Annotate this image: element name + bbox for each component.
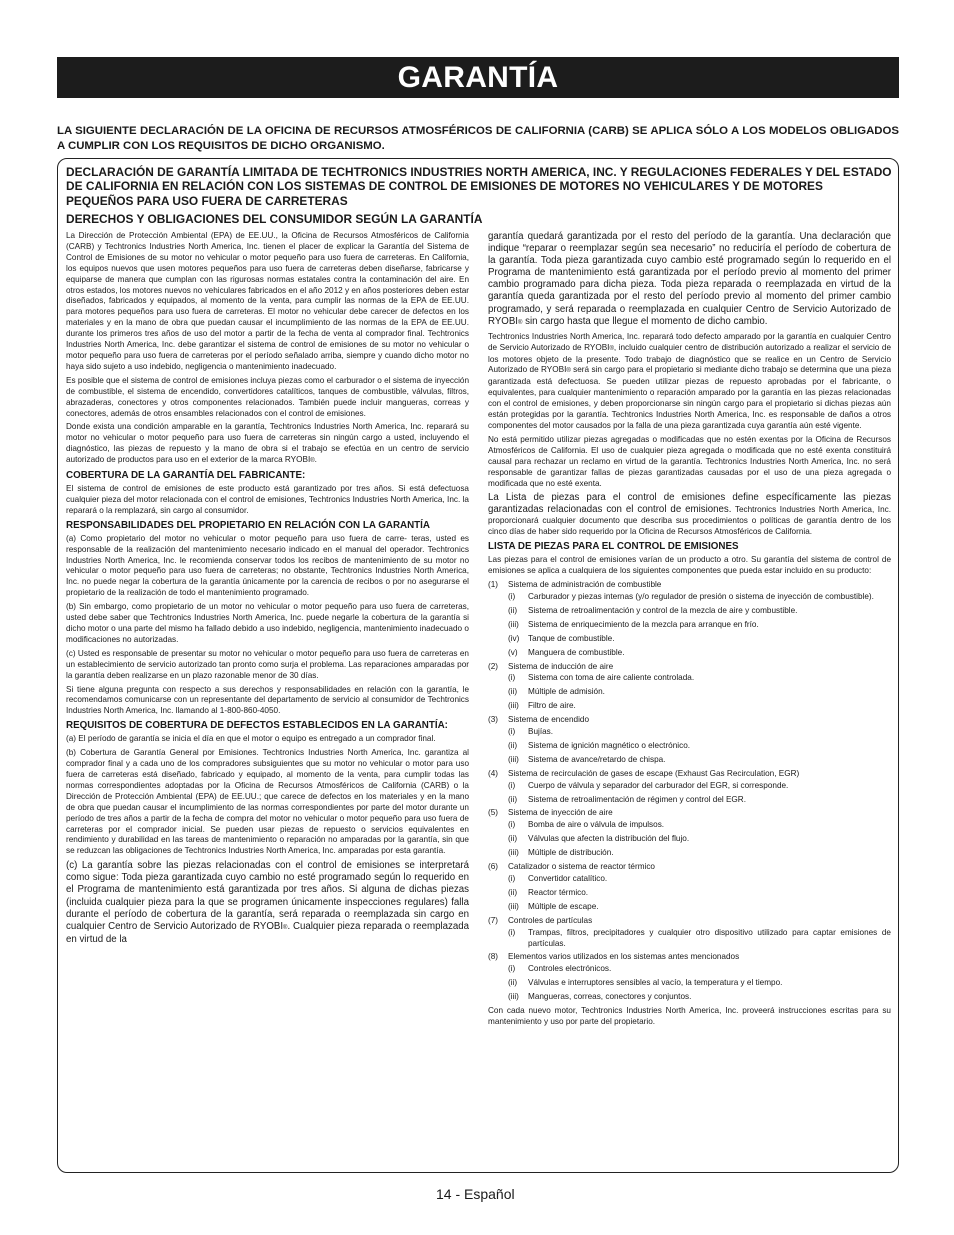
list-item: (iii) Mangueras, correas, conectores y conjuntos.	[508, 992, 692, 1002]
list-item: (iv) Tanque de combustible.	[508, 633, 615, 643]
list-item: (ii) Sistema de ignición magnético o electrónico.	[508, 740, 691, 750]
category-label: (7) Controles de partículas	[488, 915, 593, 925]
category-label: (6) Catalizador o sistema de reactor térmico	[488, 862, 655, 872]
list-item: (ii) Válvulas que afecten la distribución del flujo.	[508, 834, 690, 844]
list-item: (i) Bujías.	[508, 727, 554, 737]
emission-parts-list	[488, 580, 891, 1003]
paragraph: Las piezas para el control de emisiones varían de un producto a otro. Su garantía del sistema de control de emisiones se aplica a cualquiera de los siguientes componentes que pueda estar incluido en su producto:	[488, 555, 891, 576]
paragraph: Con cada nuevo motor, Techtronics Industries North America, Inc. proveerá instrucciones escritas para su mantenimiento y uso por parte del propietario.	[488, 1006, 891, 1026]
list-item: (ii) Reactor térmico.	[508, 887, 589, 897]
list-item: (ii) Válvulas e interruptores sensibles al vacío, la temperatura y el tiempo.	[508, 978, 783, 988]
list-item: (i) Sistema con toma de aire caliente controlada.	[508, 673, 695, 683]
list-item: (iii) Múltiple de escape.	[508, 901, 599, 911]
page-title: GARANTÍA	[57, 57, 899, 98]
parts-category	[488, 952, 891, 1003]
paragraph: (c) La garantía sobre las piezas relacionadas con el control de emisiones se interpretará como sigue: Toda pieza garantizada cuyo cambio no esté programado según lo requerido en el Programa de mantenimiento está garantizada por tres años. Si alguna de dichas piezas (incluida cualquier pieza para la que se programen únicamente inspecciones regulares) falla durante el período de cobertura de la garantía, será reparada o reemplazada sin cargo en cualquier Centro de Servicio Autorizado de RYOBI®. Cualquier pieza reparada o reemplazada en virtud de la	[66, 860, 469, 945]
paragraph: (b) Sin embargo, como propietario de un motor no vehicular o motor pequeño para uso fuera de carreteras, usted debe saber que Techtronics Industries North America, Inc. puede negarle la cobertura de la garantía si dicho motor o una parte del mismo ha fallado debido a uso indebido, negligencia, mantenimiento inadecuado o modificaciones no autorizadas.	[66, 602, 469, 644]
parts-category	[488, 862, 891, 913]
list-item: (v) Manguera de combustible.	[508, 647, 625, 657]
paragraph: (b) Cobertura de Garantía General por Emisiones. Techtronics Industries North America, Inc. garantiza al comprador final y a cada uno de los compradores subsiguientes que su motor no vehicular o motor para uso fuera de carreteras está diseñado, fabricado y equipado, al momento de la venta, para cumplir todas las normas correspondientes adoptadas por la Oficina de Recursos Atmosféricos de California (CARB) o la Dirección de Protección Ambiental (EPA) de EE.UU.; que carece de defectos en los materiales y en la mano de obra que puedan causar el incumplimiento de las normas correspondientes por parte del motor durante un período de tres años a partir de la fecha de compra del motor no vehicular o motor pequeño para uso fuera de carreteras por el comprador inicial. Se pueden usar piezas de repuesto o servicios equivalentes en rendimiento y durabilidad en las tareas de mantenimiento o reparación no amparadas por la garantía, sin que se reduzcan las obligaciones de Techtronics Industries North America, Inc. amparadas por esta garantía.	[66, 748, 469, 856]
category-label: (2) Sistema de inducción de aire	[488, 661, 614, 671]
paragraph: La Lista de piezas para el control de emisiones define específicamente las piezas garantizadas relacionadas con el control de emisiones. Techtronics Industries North America, Inc. proporcionará cualquier documento que describa sus procedimientos o políticas de garantía dentro de los cinco días de haber sido requerido por la Oficina de Recursos Atmosféricos de California.	[488, 492, 891, 537]
section-heading: REQUISITOS DE COBERTURA DE DEFECTOS ESTABLECIDOS EN LA GARANTÍA:	[66, 720, 448, 732]
paragraph: (c) Usted es responsable de presentar su motor no vehicular o motor pequeño para uso fuera de carreteras en un establecimiento de servicio autorizado tan pronto como surja el problema. Las reparaciones amparadas por la garantía deben realizarse en un plazo razonable menor de 30 días.	[66, 648, 469, 680]
list-item: (i) Controles electrónicos.	[508, 964, 612, 974]
paragraph: (a) El período de garantía se inicia el día en que el motor o equipo es entregado a un comprador final.	[66, 734, 436, 744]
paragraph: Es posible que el sistema de control de emisiones incluya piezas como el carburador o el sistema de inyección de combustible, el sistema de encendido, convertidores catalíticos, tanques de combustible, válvulas, filtros, abrazaderas, conectores y otros componentes relacionados. También puede incluir mangueras, correas y conectores, además de otros ensambles relacionados con el control de emisiones.	[66, 375, 469, 418]
right-column	[488, 231, 891, 1166]
paragraph: No está permitido utilizar piezas agregadas o modificadas que no estén exentas por la Oficina de Recursos Atmosféricos de California. El uso de cualquier pieza agregada o modificada que no esté exenta constituirá causal para rechazar un reclamo en virtud de la garantía. Techtronics Industries North America, Inc. no será responsable de garantizar fallas de piezas garantizadas causadas por el uso de una pieza agregada o modificada que no esté exenta.	[488, 434, 891, 488]
list-item: (i) Bomba de aire o válvula de impulsos.	[508, 820, 665, 830]
list-item: (iii) Filtro de aire.	[508, 701, 576, 711]
parts-category	[488, 916, 891, 950]
category-label: (5) Sistema de inyección de aire	[488, 808, 613, 818]
left-column	[66, 231, 469, 1166]
paragraph: La Dirección de Protección Ambiental (EPA) de EE.UU., la Oficina de Recursos Atmosféricos de California (CARB) y Techtronics Industries North America, Inc. tienen el placer de explicar la Garantía del Sistema de Control de Emisiones de su motor no vehicular o motor pequeño para uso fuera de carreteras. En California, los equipos nuevos que usen motores pequeños para uso fuera de carreteras deben diseñarse, fabricarse y equiparse de manera que cumplan con las rigurosas normas estatales contra la contaminación del aire. En otros estados, los motores nuevos no vehiculares fabricados en el año 2012 y en años posteriores deben estar diseñados, fabricados y equipados, al momento de la venta, para cumplir las normas de la EPA de EE.UU. para motores pequeños para uso fuera de carreteras. El motor no vehicular debe carecer de defectos en los materiales y en la mano de obra que puedan causar el incumplimiento de las normas de la EPA de EE.UU. durante los primeros tres años de uso del motor a partir de la fecha de venta al comprador final. Techtronics Industries North America, Inc. debe garantizar el sistema de control de emisiones de su motor no vehicular o motor pequeño para uso fuera de carreteras por el período señalado arriba, siempre y cuando dicho motor no haya sido sujeto a uso indebido, negligencia o mantenimiento inadecuado.	[66, 231, 469, 371]
parts-category	[488, 715, 891, 766]
list-item: (iii) Sistema de avance/retardo de chispa.	[508, 754, 666, 764]
parts-category	[488, 662, 891, 713]
list-item: (iii) Múltiple de distribución.	[508, 848, 614, 858]
parts-category	[488, 808, 891, 859]
paragraph: Si tiene alguna pregunta con respecto a sus derechos y responsabilidades en relación con la garantía, le recomendamos comunicarse con un representante del departamento de servicio al consumidor de Techtronics Industries North America, Inc. llamando al 1-800-860-4050.	[66, 684, 469, 716]
section-heading: RESPONSABILIDADES DEL PROPIETARIO EN RELACIÓN CON LA GARANTÍA	[66, 519, 430, 531]
paragraph: Techtronics Industries North America, Inc. reparará todo defecto amparado por la garantía en cualquier Centro de Servicio Autorizado de RYOBI®, incluido cualquier centro de distribución autorizado a realizar el servicio de los motores objeto de la presente. Todo trabajo de diagnóstico que se realice en un Centro de Servicio Autorizado de RYOBI® será sin cargo para el propietario si mediante dicho trabajo se determina que una pieza garantizada está defectuosa. Se pueden utilizar piezas de repuesto aprobadas por el fabricante, o equivalentes, para cualquier mantenimiento o reparación amparado por la garantía en las piezas relacionadas con el control de emisiones, y deben proporcionarse sin ningún cargo para el propietario si dichas piezas aún están protegidas por la garantía. Techtronics Industries North America, Inc. es responsable de daños a otros componentes del motor causados por la falla de una pieza garantizada cuya garantía aún esté vigente.	[488, 331, 891, 430]
section-heading: COBERTURA DE LA GARANTÍA DEL FABRICANTE:	[66, 470, 306, 482]
warranty-heading: DECLARACIÓN DE GARANTÍA LIMITADA DE TECHTRONICS INDUSTRIES NORTH AMERICA, INC. Y REGULACIONES FEDERALES Y DEL ESTADO DE CALIFORNIA EN RELACIÓN CON LOS SISTEMAS DE CONTROL DE EMISIONES DE MOTORES NO VEHICULARES Y DE MOTORES PEQUEÑOS PARA USO FUERA DE CARRETERAS	[66, 165, 892, 208]
page-footer: 14 - Español	[436, 1186, 515, 1202]
rights-heading: DERECHOS Y OBLIGACIONES DEL CONSUMIDOR SEGÚN LA GARANTÍA	[66, 212, 483, 226]
list-item: (i) Cuerpo de válvula y separador del carburador del EGR, si corresponde.	[508, 780, 789, 790]
category-label: (3) Sistema de encendido	[488, 715, 590, 725]
section-heading: LISTA DE PIEZAS PARA EL CONTROL DE EMISIONES	[488, 541, 739, 553]
category-label: (1) Sistema de administración de combustible	[488, 580, 662, 590]
list-item: (ii) Múltiple de admisión.	[508, 687, 605, 697]
carb-intro: LA SIGUIENTE DECLARACIÓN DE LA OFICINA DE RECURSOS ATMOSFÉRICOS DE CALIFORNIA (CARB) SE APLICA SÓLO A LOS MODELOS OBLIGADOS A CUMPLIR CON LOS REQUISITOS DE DICHO ORGANISMO.	[57, 125, 899, 152]
parts-category	[488, 580, 891, 658]
category-label: (4) Sistema de recirculación de gases de escape (Exhaust Gas Recirculation, EGR)	[488, 768, 800, 778]
paragraph: El sistema de control de emisiones de este producto está garantizado por tres años. Si está defectuosa cualquier pieza del motor relacionada con el control de emisiones, Techtronics Industries North America, Inc. la reparará o la remplazará, sin cargo al consumidor.	[66, 484, 469, 515]
list-item: (i) Convertidor catalítico.	[508, 874, 608, 883]
paragraph: garantía quedará garantizada por el resto del período de la garantía. Una declaración que indique “reparar o reemplazar según sea necesario” no reduciría el período de cobertura de la garantía. Toda pieza garantizada cuyo cambio esté programado según lo requerido en el Programa de mantenimiento está garantizada por el período previo al momento del primer cambio programado para dicha pieza. Toda pieza reparada o reemplazada en virtud de la garantía queda garantizada por el resto del período previo al momento del primer cambio programado, y será reparada o reemplazada en cualquier Centro de Servicio Autorizado de RYOBI® sin cargo hasta que llegue el momento de dicho cambio.	[488, 231, 891, 327]
list-item: (ii) Sistema de retroalimentación y control de la mezcla de aire y combustible.	[508, 605, 798, 615]
list-item: (iii) Sistema de enriquecimiento de la mezcla para arranque en frío.	[508, 619, 759, 629]
list-item: (ii) Sistema de retroalimentación de régimen y control del EGR.	[508, 794, 746, 804]
category-label: (8) Elementos varios utilizados en los sistemas antes mencionados	[488, 952, 740, 962]
list-item: (i) Trampas, filtros, precipitadores y cualquier otro dispositivo utilizado para captar emisiones de partículas.	[508, 927, 891, 948]
list-item: (i) Carburador y piezas internas (y/o regulador de presión o sistema de inyección de combustible).	[508, 591, 874, 601]
parts-category	[488, 769, 891, 806]
paragraph: Donde exista una condición amparable en la garantía, Techtronics Industries North America, Inc. reparará su motor no vehicular o motor pequeño para uso fuera de carreteras sin ningún cargo a usted, incluyendo el diagnóstico, las piezas de repuesto y la mano de obra si el trabajo se efectúa en un centro de servicio autorizado de productos para uso en el exterior de la marca RYOBI®.	[66, 422, 469, 465]
paragraph: (a) Como propietario del motor no vehicular o motor pequeño para uso fuera de carre- teras, usted es responsable de la realización del mantenimiento necesario indicado en el manual del operador. Techtronics Industries North America, Inc. le recomienda conservar todos los recibos de mantenimiento de su motor no vehicular o motor pequeño para uso fuera de carreteras; no obstante, Techtronics Industries North America, Inc. no puede negar la cobertura de la garantía únicamente por la carencia de recibos o por no asegurarse el propietario de la realización de todo el mantenimiento programado.	[66, 533, 469, 598]
